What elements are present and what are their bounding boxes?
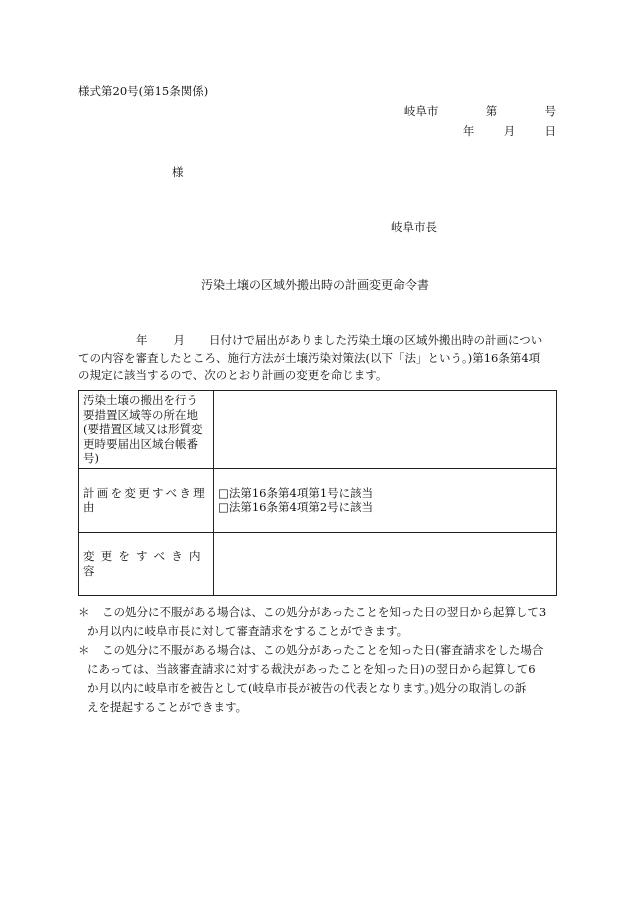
asterisk-icon: ＊ [78, 643, 90, 657]
addressee: 様 [172, 165, 184, 179]
form-number: 様式第20号(第15条関係) [78, 84, 209, 98]
date-day: 日 [544, 124, 556, 138]
document-title: 汚染土壌の区域外搬出時の計画変更命令書 [200, 278, 429, 292]
note-1: ＊ この処分に不服がある場合は、この処分があったことを知った日の翌日から起算して3 [78, 603, 558, 622]
table-row [79, 468, 557, 532]
note-2-cont: か月以内に岐阜市を被告として(岐阜市長が被告の代表となります。)処分の取消しの訴 [87, 681, 527, 695]
asterisk-icon: ＊ [78, 605, 90, 619]
body-line-1-rest: 日付けで届出がありました汚染土壌の区域外搬出時の計画につい [209, 333, 543, 347]
table-row [79, 532, 557, 595]
table-row [79, 391, 557, 469]
body-paragraph [78, 332, 558, 385]
date-month: 月 [503, 124, 516, 138]
location-label: 汚染土壌の搬出を行う 要措置区域等の所在地 (要措置区域又は形質変 更時要届出区域台帳番 号) [79, 391, 214, 469]
notes-section [78, 603, 558, 717]
note-1-cont: か月以内に岐阜市長に対して審査請求をすることができます。 [87, 624, 409, 638]
location-value [214, 391, 557, 469]
change-content-value [214, 532, 557, 595]
note-2: ＊ この処分に不服がある場合は、この処分があったことを知った日(審査請求をした場合 [78, 641, 558, 660]
body-month: 月 [173, 333, 185, 347]
reason-options [214, 468, 557, 532]
note-2-cont: にあっては、当該審査請求に対する裁決があったことを知った日)の翌日から起算して6 [87, 662, 536, 676]
body-line-2: ての内容を審査したところ、施行方法が土壌汚染対策法(以下「法」という。)第16条第4項 [78, 350, 541, 365]
reason-option-2: □法第16条第4項第2号に該当 [218, 500, 374, 514]
body-line-3: の規定に該当するので、次のとおり計画の変更を命じます。 [78, 368, 388, 382]
note-2-cont: えを提起することができます。 [87, 700, 248, 714]
plan-change-table [78, 390, 557, 596]
date-line [463, 123, 556, 139]
body-line-1 [78, 332, 558, 350]
body-year: 年 [136, 333, 148, 347]
issue-number-line [404, 103, 556, 119]
reason-label: 計画を変更すべき理由 [79, 468, 214, 532]
date-year: 年 [462, 124, 475, 138]
issue-dai: 第 [485, 104, 498, 118]
issue-city: 岐阜市 [403, 104, 439, 118]
issue-go: 号 [544, 104, 556, 118]
change-content-label: 変更をすべき内容 [79, 532, 214, 595]
reason-option-1: □法第16条第4項第1号に該当 [218, 485, 374, 500]
issuer-name: 岐阜市長 [391, 220, 437, 234]
